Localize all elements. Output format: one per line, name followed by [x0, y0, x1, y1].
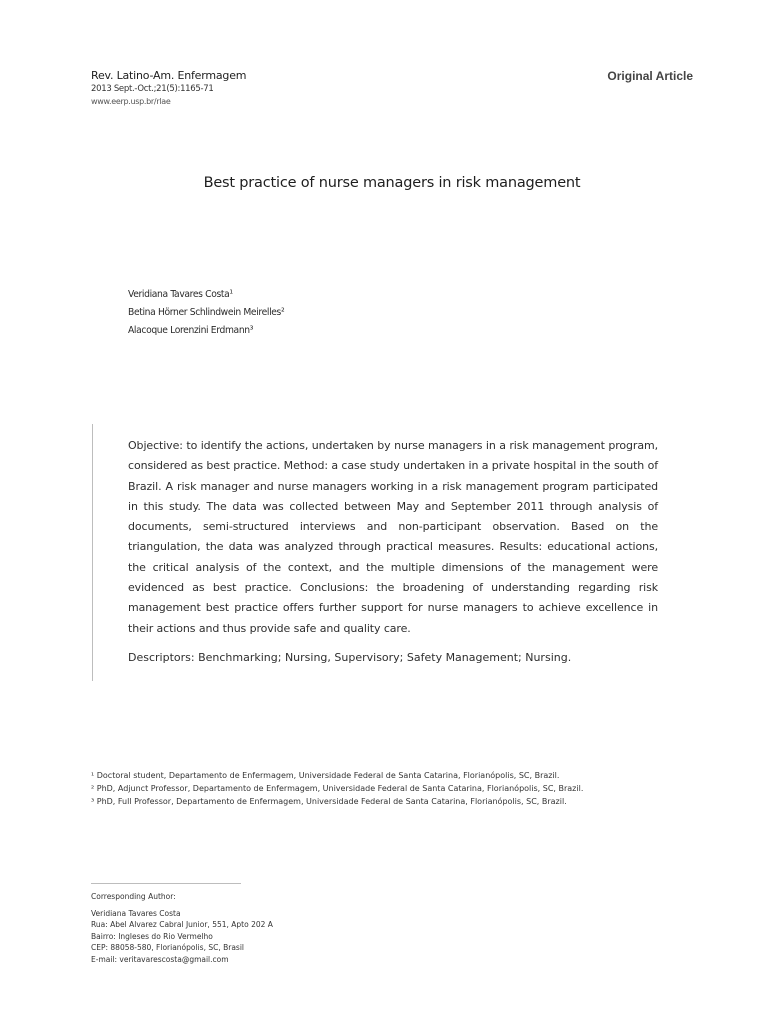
corresponding-name: Veridiana Tavares Costa: [91, 908, 181, 918]
affiliation-list: [91, 769, 583, 808]
corresponding-email[interactable]: E-mail: veritavarescosta@gmail.com: [91, 954, 229, 964]
affiliation-item: ³ PhD, Full Professor, Departamento de Enfermagem, Universidade Federal de Santa Catarina, Florianópolis, SC, Brazil.: [91, 797, 567, 806]
abstract-text: Objective: to identify the actions, undertaken by nurse managers in a risk management program, considered as best practice. Method: a case study undertaken in a private hospital in the south of Brazil. A risk manager and nurse managers working in a risk management program participated in this study. The data was collected between May and September 2011 through analysis of documents, semi-structured interviews and non-participant observation. Based on the triangulation, the data was analyzed through practical measures. Results: educational actions, the critical analysis of the context, and the multiple dimensions of the management were evidenced as best practice. Conclusions: the broadening of understanding regarding risk management best practice offers further support for nurse managers to achieve excellence in their actions and thus provide safe and quality care.: [128, 439, 658, 635]
author-name: Betina Hörner Schlindwein Meirelles²: [128, 307, 285, 318]
affiliation-item: ¹ Doctoral student, Departamento de Enfermagem, Universidade Federal de Santa Catarina, Florianópolis, SC, Brazil.: [91, 771, 560, 780]
article-title: Best practice of nurse managers in risk management: [203, 175, 581, 191]
abstract-divider: [92, 424, 93, 681]
descriptors: Descriptors: Benchmarking; Nursing, Supervisory; Safety Management; Nursing.: [128, 651, 572, 664]
corresponding-district: Bairro: Ingleses do Rio Vermelho: [91, 931, 213, 941]
corresponding-author-block: [91, 891, 273, 966]
author-name: Alacoque Lorenzini Erdmann³: [128, 325, 254, 336]
journal-website[interactable]: www.eerp.usp.br/rlae: [91, 97, 171, 106]
author-list: [128, 286, 298, 340]
corresponding-cep: CEP: 88058-580, Florianópolis, SC, Brasil: [91, 943, 245, 953]
abstract: [128, 436, 658, 639]
author-name: Veridiana Tavares Costa¹: [128, 289, 233, 300]
footnote-separator: [91, 883, 241, 884]
journal-name: Rev. Latino-Am. Enfermagem: [91, 69, 247, 82]
affiliation-item: ² PhD, Adjunct Professor, Departamento de Enfermagem, Universidade Federal de Santa Catarina, Florianópolis, SC, Brazil.: [91, 784, 584, 793]
corresponding-street: Rua: Abel Alvarez Cabral Junior, 551, Apto 202 A: [91, 920, 273, 930]
article-type-label: Original Article: [607, 69, 693, 83]
issue-info: 2013 Sept.-Oct.;21(5):1165-71: [91, 84, 214, 94]
corresponding-label: Corresponding Author:: [91, 892, 176, 901]
